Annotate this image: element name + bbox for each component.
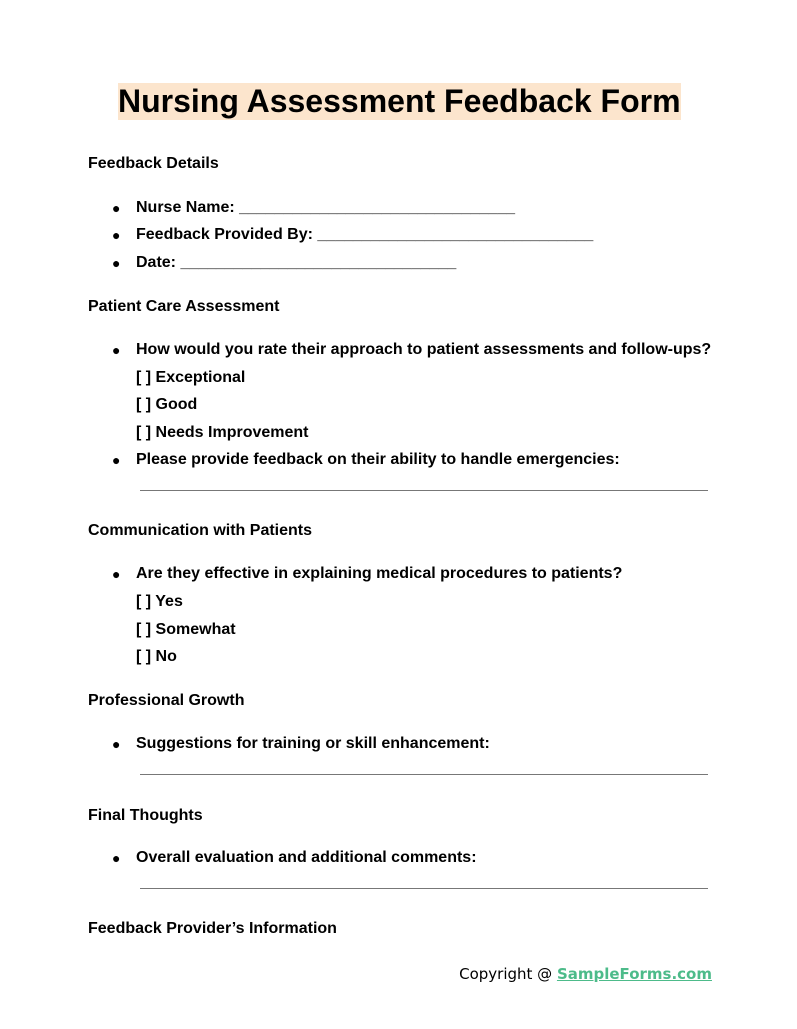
copyright-footer [459, 965, 712, 983]
bullet-icon: ● [112, 452, 121, 468]
bullet-icon: ● [112, 200, 121, 216]
bullet-icon: ● [112, 736, 121, 752]
answer-line[interactable] [140, 888, 708, 889]
copyright-text: Copyright @ [459, 965, 557, 983]
bullet-icon: ● [112, 850, 121, 866]
answer-line[interactable] [140, 774, 708, 775]
bullet-icon: ● [112, 566, 121, 582]
date-field[interactable]: Date: _______________________________ [136, 254, 457, 271]
question: Please provide feedback on their ability to handle emergencies: [136, 451, 620, 468]
option-checkbox[interactable]: [ ] No [136, 648, 177, 665]
bullet-icon: ● [112, 255, 121, 271]
nurse-name-field[interactable]: Nurse Name: _______________________________ [136, 199, 515, 216]
option-checkbox[interactable]: [ ] Somewhat [136, 621, 236, 638]
option-checkbox[interactable]: [ ] Good [136, 396, 198, 413]
section-heading: Communication with Patients [88, 522, 313, 539]
section-heading: Professional Growth [88, 692, 245, 709]
provided-by-field[interactable]: Feedback Provided By: _______________________________ [136, 226, 594, 243]
page-title: Nursing Assessment Feedback Form [118, 83, 681, 119]
bullet-icon: ● [112, 227, 121, 243]
section-heading: Feedback Details [88, 155, 219, 172]
bullet-icon: ● [112, 342, 121, 358]
sampleforms-link[interactable]: SampleForms.com [556, 965, 712, 983]
question: Overall evaluation and additional comments: [136, 849, 477, 866]
question: Suggestions for training or skill enhancement: [136, 735, 490, 752]
section-heading: Final Thoughts [88, 807, 203, 824]
question: How would you rate their approach to patient assessments and follow-ups? [136, 341, 712, 358]
question: Are they effective in explaining medical procedures to patients? [136, 565, 623, 582]
answer-line[interactable] [140, 490, 708, 491]
option-checkbox[interactable]: [ ] Exceptional [136, 369, 246, 386]
section-heading: Feedback Provider’s Information [88, 920, 337, 937]
option-checkbox[interactable]: [ ] Needs Improvement [136, 424, 309, 441]
section-heading: Patient Care Assessment [88, 298, 280, 315]
option-checkbox[interactable]: [ ] Yes [136, 593, 183, 610]
